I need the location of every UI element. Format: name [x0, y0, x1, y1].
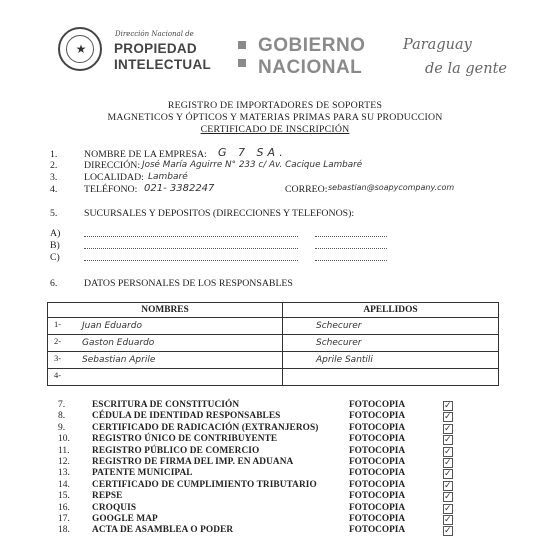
document-checkbox[interactable] [443, 435, 453, 445]
checkmark-icon: ✓ [444, 491, 452, 502]
document-label: CERTIFICADO DE CUMPLIMIENTO TRIBUTARIO [92, 479, 317, 490]
document-label: REPSE [92, 491, 123, 502]
nombre-value: Gaston Eduardo [82, 338, 155, 348]
document-copia: FOTOCOPIA [349, 514, 406, 524]
document-checkbox[interactable] [443, 447, 453, 457]
row-num: 1- [54, 319, 62, 329]
document-checkbox[interactable] [443, 492, 453, 502]
document-copia: FOTOCOPIA [349, 479, 406, 490]
nombre-cell [48, 318, 283, 335]
document-row [0, 491, 550, 502]
checkmark-icon: ✓ [444, 525, 452, 536]
apellido-cell [283, 369, 499, 386]
field-value-telefono: 021- 3382247 [144, 183, 215, 194]
document-copia: FOTOCOPIA [349, 400, 406, 410]
gobierno-logo-text [258, 35, 365, 79]
document-copia: FOTOCOPIA [349, 445, 406, 456]
document-checkbox[interactable] [443, 481, 453, 491]
document-row [0, 514, 550, 525]
field-num: 4. [50, 184, 58, 195]
document-num: 11. [58, 445, 70, 456]
document-checkbox[interactable] [443, 412, 453, 422]
sucursal-phone-line [315, 260, 387, 261]
apellido-cell [283, 335, 499, 352]
document-row [0, 457, 550, 468]
document-copia: FOTOCOPIA [349, 502, 406, 513]
sucursales-label: SUCURSALES Y DEPOSITOS (DIRECCIONES Y TELEFONOS): [84, 208, 355, 219]
col-apellidos-header: APELLIDOS [283, 303, 499, 318]
responsables-label: DATOS PERSONALES DE LOS RESPONSABLES [84, 278, 293, 289]
document-num: 10. [58, 434, 70, 445]
section-num: 5. [50, 208, 58, 219]
sucursal-phone-line [315, 248, 387, 249]
checkmark-icon: ✓ [444, 434, 452, 445]
document-row [0, 480, 550, 491]
sucursal-address-line [84, 248, 298, 249]
document-label: CÉDULA DE IDENTIDAD RESPONSABLES [92, 411, 281, 422]
gobierno-square-icon [238, 41, 246, 49]
field-num: 3. [50, 172, 58, 183]
document-checkbox[interactable] [443, 526, 453, 536]
gobierno-square-icon [238, 59, 246, 67]
document-label: ESCRITURA DE CONSTITUCIÓN [92, 400, 240, 410]
document-checkbox[interactable] [443, 424, 453, 434]
document-copia: FOTOCOPIA [349, 491, 406, 502]
document-label: ACTA DE ASAMBLEA O PODER [92, 525, 234, 536]
apellido-value: Aprile Santili [316, 355, 373, 365]
field-label-correo: CORREO: [285, 184, 328, 195]
apellido-value: Schecurer [316, 338, 362, 348]
form-title-certificado: CERTIFICADO DE INSCRIPCIÓN [200, 124, 350, 135]
paraguay-logo-text [403, 33, 507, 81]
field-value-empresa: G 7 SA. [218, 146, 287, 159]
document-label: GOOGLE MAP [92, 514, 158, 524]
col-nombres-header: NOMBRES [48, 303, 283, 318]
field-label-telefono: TELÉFONO: [84, 184, 138, 195]
document-checkbox[interactable] [443, 469, 453, 479]
document-num: 12. [58, 457, 70, 467]
document-num: 15. [58, 491, 70, 502]
republic-seal-icon: ★ [58, 27, 102, 71]
table-row [48, 318, 499, 335]
document-row [0, 434, 550, 445]
field-value-correo: sebastian@soapycompany.com [328, 183, 455, 192]
document-row [0, 423, 550, 434]
document-label: CROQUIS [92, 502, 137, 513]
sucursal-row-label: B) [50, 240, 60, 251]
checkmark-icon: ✓ [444, 422, 452, 433]
field-label-direccion: DIRECCIÓN: [84, 160, 141, 171]
apellido-value: Schecurer [316, 321, 362, 331]
dni-line1: PROPIEDAD [114, 41, 197, 56]
document-label: REGISTRO DE FIRMA DEL IMP. EN ADUANA [92, 457, 294, 467]
checkmark-icon: ✓ [444, 457, 452, 467]
dni-subtitle: Dirección Nacional de [115, 30, 194, 38]
document-label: REGISTRO ÚNICO DE CONTRIBUYENTE [92, 434, 278, 445]
row-num: 4- [54, 370, 62, 380]
document-label: CERTIFICADO DE RADICACIÓN (EXTRANJEROS) [92, 422, 319, 433]
gob-line1: GOBIERNO [258, 35, 366, 56]
field-label-empresa: NOMBRE DE LA EMPRESA: [84, 149, 207, 160]
document-row [0, 400, 550, 411]
document-num: 17. [58, 514, 70, 524]
section-num: 6. [50, 278, 58, 289]
documentos-list [0, 400, 550, 540]
document-label: PATENTE MUNICIPAL [92, 468, 193, 479]
sucursal-row-label: C) [50, 252, 60, 263]
row-num: 3- [54, 353, 62, 363]
table-row [48, 352, 499, 369]
document-row [0, 446, 550, 457]
document-checkbox[interactable] [443, 504, 453, 514]
document-num: 16. [58, 502, 70, 513]
document-num: 18. [58, 525, 70, 536]
document-copia: FOTOCOPIA [349, 434, 406, 445]
table-row [48, 335, 499, 352]
sucursal-address-line [84, 236, 298, 237]
checkmark-icon: ✓ [444, 468, 452, 479]
checkmark-icon: ✓ [444, 502, 452, 513]
checkmark-icon: ✓ [444, 411, 452, 422]
nombre-value: Sebastian Aprile [82, 355, 156, 365]
document-copia: FOTOCOPIA [349, 411, 406, 422]
sucursal-address-line [84, 260, 298, 261]
document-checkbox[interactable] [443, 515, 453, 525]
document-copia: FOTOCOPIA [349, 525, 406, 536]
form-title-line1: REGISTRO DE IMPORTADORES DE SOPORTES [167, 100, 383, 111]
dni-logo-text [114, 41, 211, 73]
document-num: 8. [58, 411, 66, 422]
dni-line2: INTELECTUAL [114, 57, 212, 72]
field-label-localidad: LOCALIDAD: [84, 172, 144, 183]
sucursal-phone-line [315, 236, 387, 237]
table-row [48, 369, 499, 386]
checkmark-icon: ✓ [444, 400, 452, 410]
document-num: 14. [58, 479, 70, 490]
document-copia: FOTOCOPIA [349, 422, 406, 433]
document-checkbox[interactable] [443, 458, 453, 468]
document-checkbox[interactable] [443, 401, 453, 411]
row-num: 2- [54, 336, 62, 346]
nombre-cell [48, 369, 283, 386]
document-row [0, 468, 550, 479]
checkmark-icon: ✓ [444, 479, 452, 490]
checkmark-icon: ✓ [444, 514, 452, 524]
document-label: REGISTRO PÚBLICO DE COMERCIO [92, 445, 260, 456]
field-num: 2. [50, 160, 58, 171]
table-header-row [48, 303, 499, 318]
document-copia: FOTOCOPIA [349, 468, 406, 479]
document-row [0, 525, 550, 536]
document-num: 7. [58, 400, 66, 410]
nombre-cell [48, 335, 283, 352]
apellido-cell [283, 318, 499, 335]
checkmark-icon: ✓ [444, 445, 452, 456]
field-value-direccion: José María Aguirre N° 233 c/ Av. Cacique Lambaré [142, 160, 363, 170]
py-line2: de la gente [425, 61, 507, 77]
py-line1: Paraguay [403, 37, 472, 53]
document-copia: FOTOCOPIA [349, 457, 406, 467]
document-num: 9. [58, 422, 66, 433]
nombre-cell [48, 352, 283, 369]
document-row [0, 411, 550, 422]
nombre-value: Juan Eduardo [82, 321, 142, 331]
responsables-table [47, 302, 499, 386]
form-title-line2: MAGNETICOS Y ÓPTICOS Y MATERIAS PRIMAS PARA SU PRODUCCION [107, 112, 443, 123]
gob-line2: NACIONAL [258, 57, 363, 78]
document-num: 13. [58, 468, 70, 479]
document-row [0, 503, 550, 514]
field-value-localidad: Lambaré [148, 172, 188, 182]
field-num: 1. [50, 149, 58, 160]
sucursal-row-label: A) [50, 228, 61, 239]
apellido-cell [283, 352, 499, 369]
